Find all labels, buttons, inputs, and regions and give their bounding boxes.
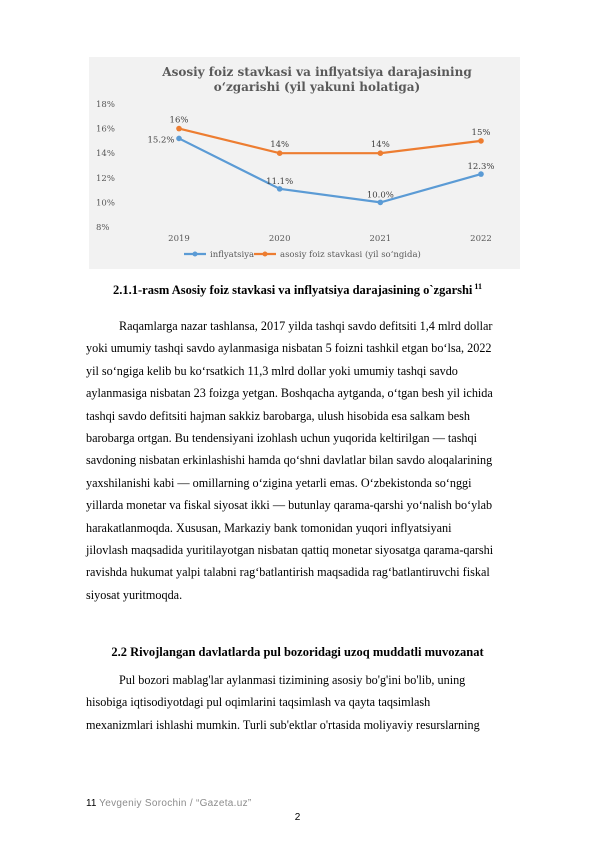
body-paragraph <box>86 315 550 606</box>
line-chart <box>89 57 520 269</box>
chart-title: o‘zgarishi (yil yakuni holatiga) <box>213 80 421 94</box>
data-label: 10.0% <box>366 190 394 201</box>
data-label: 12.3% <box>467 162 495 173</box>
legend-marker <box>263 252 268 257</box>
section-heading: 2.2 Rivojlangan davlatlarda pul bozoridagi uzoq muddatli muvozanat <box>111 645 484 659</box>
x-tick-label: 2021 <box>369 234 392 244</box>
data-label: 14% <box>370 140 390 151</box>
text-line: yil so‘ngiga kelib bu ko‘rsatkich 11,3 mlrd dollar yoki umumiy tashqi savdo <box>86 363 458 378</box>
data-label: 15% <box>471 127 491 138</box>
chart-title: Asosiy foiz stavkasi va inflyatsiya darajasining <box>162 65 472 79</box>
text-line: yillarda monetar va fiskal siyosat ikki — butunlay qarama-qarshi yo‘nalish bo‘ylab <box>86 498 493 513</box>
data-label: 11.1% <box>266 176 294 187</box>
chart-figure <box>89 57 520 269</box>
text-line: hisobiga iqtisodiyotdagi pul oqimlarini taqsimlash va qayta taqsimlash <box>86 695 431 710</box>
y-tick-label: 16% <box>96 124 115 135</box>
data-label: 15.2% <box>147 135 175 146</box>
x-tick-label: 2022 <box>470 234 492 244</box>
text-line: aylanmasiga nisbatan 23 foizga yetgan. Boshqacha aytganda, o‘tgan besh yil ichida <box>86 386 493 401</box>
data-point <box>378 200 384 206</box>
text-line: harakatlanmoqda. Xususan, Markaziy bank tomonidan yuqori inflyatsiyani <box>86 520 452 535</box>
y-tick-label: 18% <box>96 100 115 110</box>
text-line: tashqi savdo defitsiti hajman sakkiz barobarga, ulush hisobida esa salkam besh <box>86 408 470 423</box>
footnote <box>86 798 252 809</box>
footnote-ref: 11 <box>474 282 482 291</box>
data-point <box>277 186 283 192</box>
data-point <box>176 126 182 132</box>
data-label: 16% <box>169 115 189 126</box>
text-line: siyosat yuritmoqda. <box>86 587 183 602</box>
legend-marker <box>193 252 198 257</box>
y-tick-label: 8% <box>96 223 110 233</box>
y-tick-label: 14% <box>96 149 115 160</box>
text-line: jilovlash maqsadida yuritilayotgan nisbatan qattiq monetar siyosatga qarama-qarshi <box>86 543 494 558</box>
y-tick-label: 10% <box>96 198 115 209</box>
data-point <box>478 171 484 177</box>
legend-label: inflyatsiya <box>210 250 255 260</box>
text-line: savdoning nisbatan erkinlashishi hamda qo‘shni davlatlar bilan savdo aloqalarining <box>86 453 493 468</box>
data-label: 14% <box>270 140 290 151</box>
text-line: yaxshilanishi kabi — omillarning o‘zigina yetarli emas. O‘zbekistonda so‘nggi <box>86 475 472 490</box>
data-point <box>176 136 182 142</box>
text-line: mexanizmlari ishlashi mumkin. Turli sub'ektlar o'rtasida moliyaviy resurslarning <box>86 717 480 732</box>
x-tick-label: 2020 <box>268 234 291 244</box>
text-line: Raqamlarga nazar tashlansa, 2017 yilda tashqi savdo defitsiti 1,4 mlrd dollar <box>119 319 493 333</box>
caption-text: 2.1.1-rasm Asosiy foiz stavkasi va inflyatsiya darajasining o`zgarshi <box>113 283 473 298</box>
x-tick-label: 2019 <box>168 234 190 244</box>
text-line: barobarga ortgan. Bu tendensiyani izohlash uchun yuqorida keltirilgan — tashqi <box>86 431 478 446</box>
data-point <box>478 138 484 144</box>
figure-caption <box>0 282 595 298</box>
text-line: Pul bozori mablag'lar aylanmasi tizimining asosiy bo'g'ini bo'lib, uning <box>119 673 466 687</box>
series-line <box>179 129 481 154</box>
series-line <box>179 138 481 202</box>
footnote-number: 11 <box>86 798 97 809</box>
footnote-source: Yevgeniy Sorochin / “Gazeta.uz” <box>99 798 252 809</box>
text-line: yoki umumiy tashqi savdo aylanmasiga nisbatan 5 foizni tashkil etgan bo‘lsa, 2022 <box>86 341 492 356</box>
data-point <box>378 150 384 156</box>
body-paragraph <box>86 669 550 736</box>
data-point <box>277 150 283 156</box>
text-line: ravishda hukumat yalpi talabni rag‘batlantirish maqsadida rag‘batlantiruvchi fiskal <box>86 565 490 580</box>
legend-label: asosiy foiz stavkasi (yil so‘ngida) <box>280 250 421 260</box>
y-tick-label: 12% <box>96 173 115 184</box>
page-number: 2 <box>294 812 301 823</box>
